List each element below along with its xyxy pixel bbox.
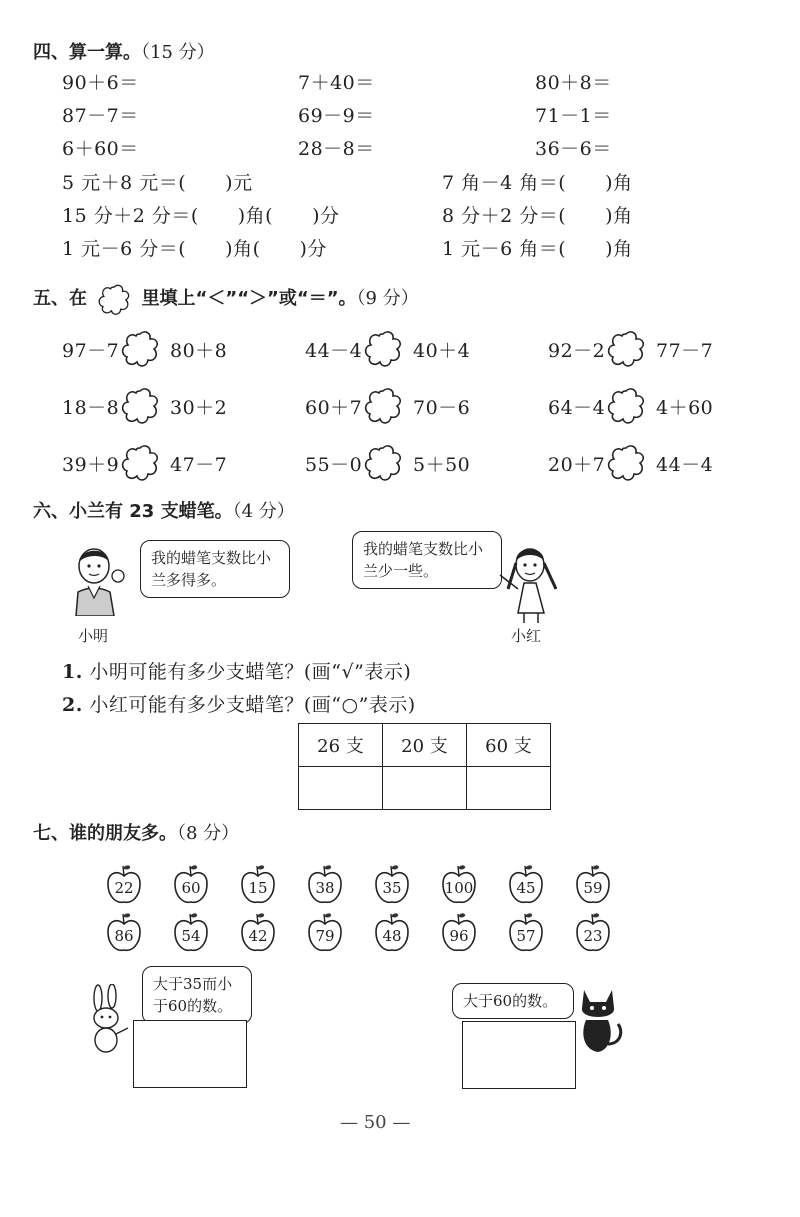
money-problem: 5 元＋8 元＝( )元 (62, 172, 253, 194)
comparison-flower-blank[interactable] (606, 385, 646, 425)
comparison-flower-blank[interactable] (606, 442, 646, 482)
apple-number: 96 (449, 927, 469, 945)
boy-illustration (68, 544, 130, 616)
comparison-flower-blank[interactable] (606, 328, 646, 368)
number-apple (372, 910, 412, 954)
cat-speech-bubble: 大于60的数。 (452, 983, 574, 1019)
apple-number: 54 (181, 927, 201, 945)
money-problem: 1 元－6 分＝( )角( )分 (62, 238, 327, 260)
arithmetic-problem: 80＋8＝ (535, 72, 612, 94)
arithmetic-problem: 90＋6＝ (62, 72, 139, 94)
number-apple (104, 862, 144, 906)
answer-cell[interactable] (383, 767, 467, 810)
apple-number: 79 (315, 927, 335, 945)
apple-number: 15 (248, 879, 268, 897)
arithmetic-problem: 28－8＝ (298, 138, 375, 160)
section5-title: 五、在 里填上“＜”“＞”或“＝”。（9 分） (33, 282, 419, 316)
apple-number: 22 (114, 879, 134, 897)
number-apple (506, 910, 546, 954)
number-apple (305, 910, 345, 954)
option-cell: 26 支 (299, 724, 383, 767)
comparison-right: 77－7 (656, 340, 714, 362)
apple-number: 23 (583, 927, 603, 945)
number-apple (171, 910, 211, 954)
comparison-right: 30＋2 (170, 397, 228, 419)
comparison-left: 64－4 (548, 397, 606, 419)
apple-number: 35 (382, 879, 402, 897)
apple-number: 45 (516, 879, 536, 897)
girl-illustration (494, 535, 574, 625)
rabbit-illustration (84, 984, 132, 1054)
money-problem: 8 分＋2 分＝( )角 (442, 205, 633, 227)
comparison-right: 70－6 (413, 397, 471, 419)
comparison-left: 92－2 (548, 340, 606, 362)
xiaoming-label: 小明 (78, 627, 109, 645)
money-problem: 7 角－4 角＝( )角 (442, 172, 633, 194)
number-apple (104, 910, 144, 954)
comparison-left: 60＋7 (305, 397, 363, 419)
rabbit-speech-bubble: 大于35而小于60的数。 (142, 966, 252, 1024)
option-cell: 60 支 (467, 724, 551, 767)
answer-cell[interactable] (467, 767, 551, 810)
comparison-right: 4＋60 (656, 397, 714, 419)
number-apple (238, 862, 278, 906)
comparison-right: 44－4 (656, 454, 714, 476)
comparison-left: 44－4 (305, 340, 363, 362)
apple-number: 60 (181, 879, 201, 897)
arithmetic-problem: 69－9＝ (298, 105, 375, 127)
crayon-options-table (298, 723, 551, 810)
section6-title: 六、小兰有 23 支蜡笔。（4 分） (33, 501, 295, 522)
cat-answer-box[interactable] (462, 1021, 576, 1089)
page-number: — 50 — (340, 1112, 411, 1133)
apple-number: 59 (583, 879, 603, 897)
option-cell: 20 支 (383, 724, 467, 767)
question-2: 2. 小红可能有多少支蜡笔？(画“○”表示) (62, 694, 416, 716)
money-problem: 1 元－6 角＝( )角 (442, 238, 633, 260)
comparison-right: 80＋8 (170, 340, 228, 362)
flower-shape-icon (97, 282, 131, 316)
number-apple (439, 862, 479, 906)
answer-cell[interactable] (299, 767, 383, 810)
comparison-right: 40＋4 (413, 340, 471, 362)
section4-title: 四、算一算。（15 分） (33, 42, 215, 63)
number-apple (238, 910, 278, 954)
number-apple (171, 862, 211, 906)
xiaohong-label: 小红 (511, 627, 542, 645)
comparison-right: 5＋50 (413, 454, 471, 476)
xiaoming-speech-bubble: 我的蜡笔支数比小兰多得多。 (140, 540, 290, 598)
section7-title: 七、谁的朋友多。（8 分） (33, 823, 240, 844)
comparison-left: 39＋9 (62, 454, 120, 476)
apple-number: 38 (315, 879, 335, 897)
money-problem: 15 分＋2 分＝( )角( )分 (62, 205, 340, 227)
comparison-flower-blank[interactable] (363, 442, 403, 482)
number-apple (573, 910, 613, 954)
number-apple (305, 862, 345, 906)
apple-number: 48 (382, 927, 402, 945)
apple-number: 100 (444, 879, 474, 897)
arithmetic-problem: 36－6＝ (535, 138, 612, 160)
number-apple (372, 862, 412, 906)
apple-number: 57 (516, 927, 536, 945)
rabbit-answer-box[interactable] (133, 1020, 247, 1088)
comparison-right: 47－7 (170, 454, 228, 476)
arithmetic-problem: 87－7＝ (62, 105, 139, 127)
number-apple (439, 910, 479, 954)
number-apple (506, 862, 546, 906)
comparison-flower-blank[interactable] (120, 442, 160, 482)
arithmetic-problem: 71－1＝ (535, 105, 612, 127)
apple-number: 42 (248, 927, 268, 945)
comparison-left: 20＋7 (548, 454, 606, 476)
comparison-flower-blank[interactable] (363, 385, 403, 425)
comparison-left: 55－0 (305, 454, 363, 476)
comparison-flower-blank[interactable] (120, 385, 160, 425)
xiaohong-speech-bubble: 我的蜡笔支数比小兰少一些。 (352, 531, 502, 589)
comparison-flower-blank[interactable] (120, 328, 160, 368)
number-apple (573, 862, 613, 906)
comparison-flower-blank[interactable] (363, 328, 403, 368)
apple-number: 86 (114, 927, 134, 945)
arithmetic-problem: 7＋40＝ (298, 72, 375, 94)
cat-illustration (576, 984, 626, 1054)
comparison-left: 97－7 (62, 340, 120, 362)
question-1: 1. 小明可能有多少支蜡笔？(画“√”表示) (62, 661, 412, 683)
arithmetic-problem: 6＋60＝ (62, 138, 139, 160)
comparison-left: 18－8 (62, 397, 120, 419)
